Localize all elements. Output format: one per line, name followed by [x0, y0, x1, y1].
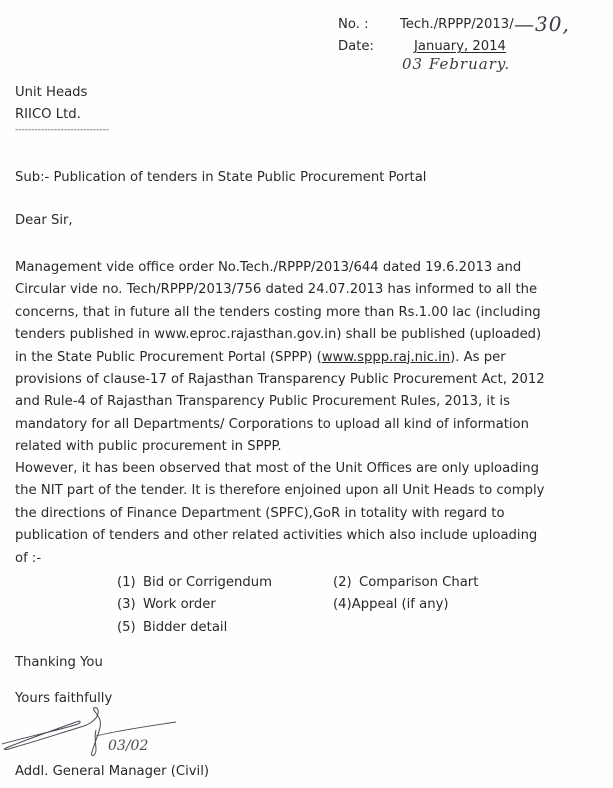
- addressee-line-2: RIICO Ltd.: [15, 107, 81, 122]
- paragraph-2-line: the NIT part of the tender. It is therefore enjoined upon all Unit Heads to comply: [15, 483, 545, 499]
- paragraph-1: [15, 257, 545, 459]
- reference-block: [338, 14, 514, 58]
- list-item: [117, 620, 227, 635]
- list-item-text: Comparison Chart: [359, 575, 479, 590]
- salutation: Dear Sir,: [15, 213, 73, 228]
- signature-icon: [0, 700, 200, 760]
- closing-thanks: Thanking You: [15, 655, 103, 670]
- handwritten-date: 03 February.: [402, 55, 511, 73]
- closing-yours-faithfully: Yours faithfully: [15, 691, 113, 706]
- paragraph-1-line: mandatory for all Departments/ Corporations to upload all kind of information: [15, 416, 529, 432]
- sppp-portal-link[interactable]: www.sppp.raj.nic.in: [321, 349, 451, 365]
- paragraph-2-line: of :-: [15, 550, 42, 566]
- list-item-number: (5): [117, 620, 136, 635]
- paragraph-1-line: related with public procurement in SPPP.: [15, 439, 282, 455]
- paragraph-2: [15, 458, 545, 570]
- list-item: [117, 575, 272, 590]
- reference-label: No. :: [338, 17, 369, 32]
- list-item-text: Work order: [143, 597, 216, 612]
- paragraph-1-line: tenders published in www.eproc.rajasthan.gov.in) shall be published (uploaded): [15, 327, 542, 343]
- addressee-block: [15, 82, 87, 126]
- paragraph-2-line: However, it has been observed that most of the Unit Offices are only uploading: [15, 461, 539, 476]
- handwritten-reference-number: —30,: [514, 12, 570, 36]
- addressee-separator: -----------------------------: [15, 125, 110, 135]
- list-item-text: Bidder detail: [143, 620, 228, 635]
- list-item-number: (4): [333, 597, 352, 612]
- list-item-number: (1): [117, 575, 136, 590]
- reference-number-line: [338, 14, 514, 36]
- signature-date: 03/02: [108, 738, 149, 754]
- paragraph-1-line-after-link: ). As per: [450, 349, 506, 365]
- list-item-number: (3): [117, 597, 136, 612]
- paragraph-2-line: publication of tenders and other related activities which also include uploading: [15, 528, 538, 544]
- reference-value: Tech./RPPP/2013/: [400, 17, 514, 32]
- paragraph-1-line: provisions of clause-17 of Rajasthan Transparency Public Procurement Act, 2012: [15, 372, 545, 388]
- paragraph-1-line-text: in the State Public Procurement Portal (SPPP) (: [15, 349, 322, 365]
- list-item: [117, 597, 216, 612]
- date-label: Date:: [338, 39, 374, 54]
- paragraph-2-line: the directions of Finance Department (SPFC),GoR in totality with regard to: [15, 505, 505, 521]
- paragraph-1-line: Circular vide no. Tech/RPPP/2013/756 dated 24.07.2013 has informed to all the: [15, 282, 538, 298]
- list-item: [333, 575, 478, 590]
- list-item-text: Appeal (if any): [351, 597, 449, 612]
- paragraph-1-line-with-link: [15, 347, 506, 369]
- list-item: [333, 597, 449, 612]
- addressee-line-1: Unit Heads: [15, 85, 88, 100]
- signatory-designation: Addl. General Manager (Civil): [15, 764, 210, 779]
- list-item-text: Bid or Corrigendum: [143, 575, 272, 590]
- list-item-number: (2): [333, 575, 352, 590]
- paragraph-1-line: concerns, that in future all the tenders costing more than Rs.1.00 lac (including: [15, 304, 541, 320]
- subject-line: Sub:- Publication of tenders in State Public Procurement Portal: [15, 170, 427, 185]
- paragraph-1-line: Management vide office order No.Tech./RPPP/2013/644 dated 19.6.2013 and: [15, 260, 522, 275]
- paragraph-1-line: and Rule-4 of Rajasthan Transparency Public Procurement Rules, 2013, it is: [15, 394, 510, 410]
- date-value: January, 2014: [414, 39, 506, 54]
